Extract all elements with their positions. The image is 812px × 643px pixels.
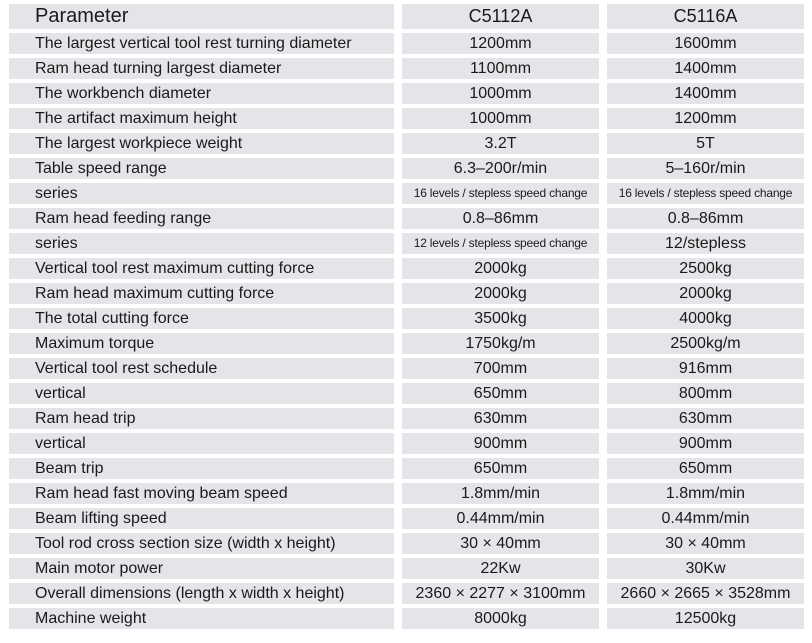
value-model-a: 3500kg (402, 308, 599, 329)
header-model-a: C5112A (402, 4, 599, 29)
row-label: vertical (9, 383, 394, 404)
value-model-a: 2000kg (402, 258, 599, 279)
value-model-b: 5–160r/min (607, 158, 804, 179)
table-row (9, 83, 804, 104)
value-model-b: 2660 × 2665 × 3528mm (607, 583, 804, 604)
value-model-b: 12500kg (607, 608, 804, 629)
table-row (9, 333, 804, 354)
value-model-a: 0.8–86mm (402, 208, 599, 229)
value-model-b: 30Kw (607, 558, 804, 579)
table-row (9, 533, 804, 554)
table-row (9, 208, 804, 229)
table-row (9, 158, 804, 179)
value-model-b: 2500kg (607, 258, 804, 279)
row-label: The largest vertical tool rest turning diameter (9, 33, 394, 54)
row-label: Ram head feeding range (9, 208, 394, 229)
value-model-a: 1000mm (402, 83, 599, 104)
value-model-a: 630mm (402, 408, 599, 429)
row-label: Beam lifting speed (9, 508, 394, 529)
row-label: Beam trip (9, 458, 394, 479)
table-row (9, 358, 804, 379)
value-model-a: 1750kg/m (402, 333, 599, 354)
table-row (9, 233, 804, 254)
value-model-b: 1.8mm/min (607, 483, 804, 504)
value-model-b: 0.44mm/min (607, 508, 804, 529)
value-model-a: 2360 × 2277 × 3100mm (402, 583, 599, 604)
row-label: Ram head maximum cutting force (9, 283, 394, 304)
table-row (9, 433, 804, 454)
row-label: Maximum torque (9, 333, 394, 354)
table-row (9, 608, 804, 629)
table-row (9, 283, 804, 304)
row-label: The total cutting force (9, 308, 394, 329)
table-row (9, 508, 804, 529)
table-row (9, 558, 804, 579)
row-label: Vertical tool rest schedule (9, 358, 394, 379)
value-model-a: 1200mm (402, 33, 599, 54)
row-label: Ram head turning largest diameter (9, 58, 394, 79)
header-row (9, 4, 804, 29)
table-row (9, 133, 804, 154)
value-model-a: 22Kw (402, 558, 599, 579)
row-label: Machine weight (9, 608, 394, 629)
value-model-b: 30 × 40mm (607, 533, 804, 554)
value-model-b: 1400mm (607, 58, 804, 79)
value-model-b: 1400mm (607, 83, 804, 104)
value-model-a: 2000kg (402, 283, 599, 304)
value-model-b: 2000kg (607, 283, 804, 304)
value-model-a: 650mm (402, 383, 599, 404)
value-model-b: 630mm (607, 408, 804, 429)
row-label: The workbench diameter (9, 83, 394, 104)
table-row (9, 308, 804, 329)
value-model-b: 1200mm (607, 108, 804, 129)
value-model-a: 1000mm (402, 108, 599, 129)
row-label: Main motor power (9, 558, 394, 579)
row-label: The artifact maximum height (9, 108, 394, 129)
value-model-b: 1600mm (607, 33, 804, 54)
table-row (9, 183, 804, 204)
table-row (9, 258, 804, 279)
value-model-a: 1100mm (402, 58, 599, 79)
row-label: series (9, 183, 394, 204)
row-label: Table speed range (9, 158, 394, 179)
value-model-a: 700mm (402, 358, 599, 379)
table-row (9, 483, 804, 504)
row-label: Ram head trip (9, 408, 394, 429)
row-label: The largest workpiece weight (9, 133, 394, 154)
row-label: series (9, 233, 394, 254)
spec-table (1, 0, 812, 633)
table-row (9, 108, 804, 129)
table-row (9, 408, 804, 429)
row-label: vertical (9, 433, 394, 454)
value-model-a: 1.8mm/min (402, 483, 599, 504)
value-model-a: 16 levels / stepless speed change (402, 183, 599, 204)
table-row (9, 458, 804, 479)
table-row (9, 58, 804, 79)
value-model-a: 8000kg (402, 608, 599, 629)
spec-table-body (9, 33, 804, 629)
value-model-b: 0.8–86mm (607, 208, 804, 229)
value-model-a: 0.44mm/min (402, 508, 599, 529)
table-row (9, 383, 804, 404)
value-model-b: 916mm (607, 358, 804, 379)
table-row (9, 583, 804, 604)
row-label: Ram head fast moving beam speed (9, 483, 394, 504)
table-row (9, 33, 804, 54)
value-model-a: 3.2T (402, 133, 599, 154)
value-model-b: 5T (607, 133, 804, 154)
value-model-b: 900mm (607, 433, 804, 454)
row-label: Tool rod cross section size (width x height) (9, 533, 394, 554)
header-parameter: Parameter (9, 4, 394, 29)
value-model-b: 12/stepless (607, 233, 804, 254)
value-model-b: 16 levels / stepless speed change (607, 183, 804, 204)
value-model-b: 800mm (607, 383, 804, 404)
value-model-a: 12 levels / stepless speed change (402, 233, 599, 254)
row-label: Overall dimensions (length x width x height) (9, 583, 394, 604)
header-model-b: C5116A (607, 4, 804, 29)
value-model-b: 650mm (607, 458, 804, 479)
value-model-a: 650mm (402, 458, 599, 479)
value-model-b: 2500kg/m (607, 333, 804, 354)
row-label: Vertical tool rest maximum cutting force (9, 258, 394, 279)
value-model-a: 900mm (402, 433, 599, 454)
value-model-a: 30 × 40mm (402, 533, 599, 554)
value-model-a: 6.3–200r/min (402, 158, 599, 179)
value-model-b: 4000kg (607, 308, 804, 329)
